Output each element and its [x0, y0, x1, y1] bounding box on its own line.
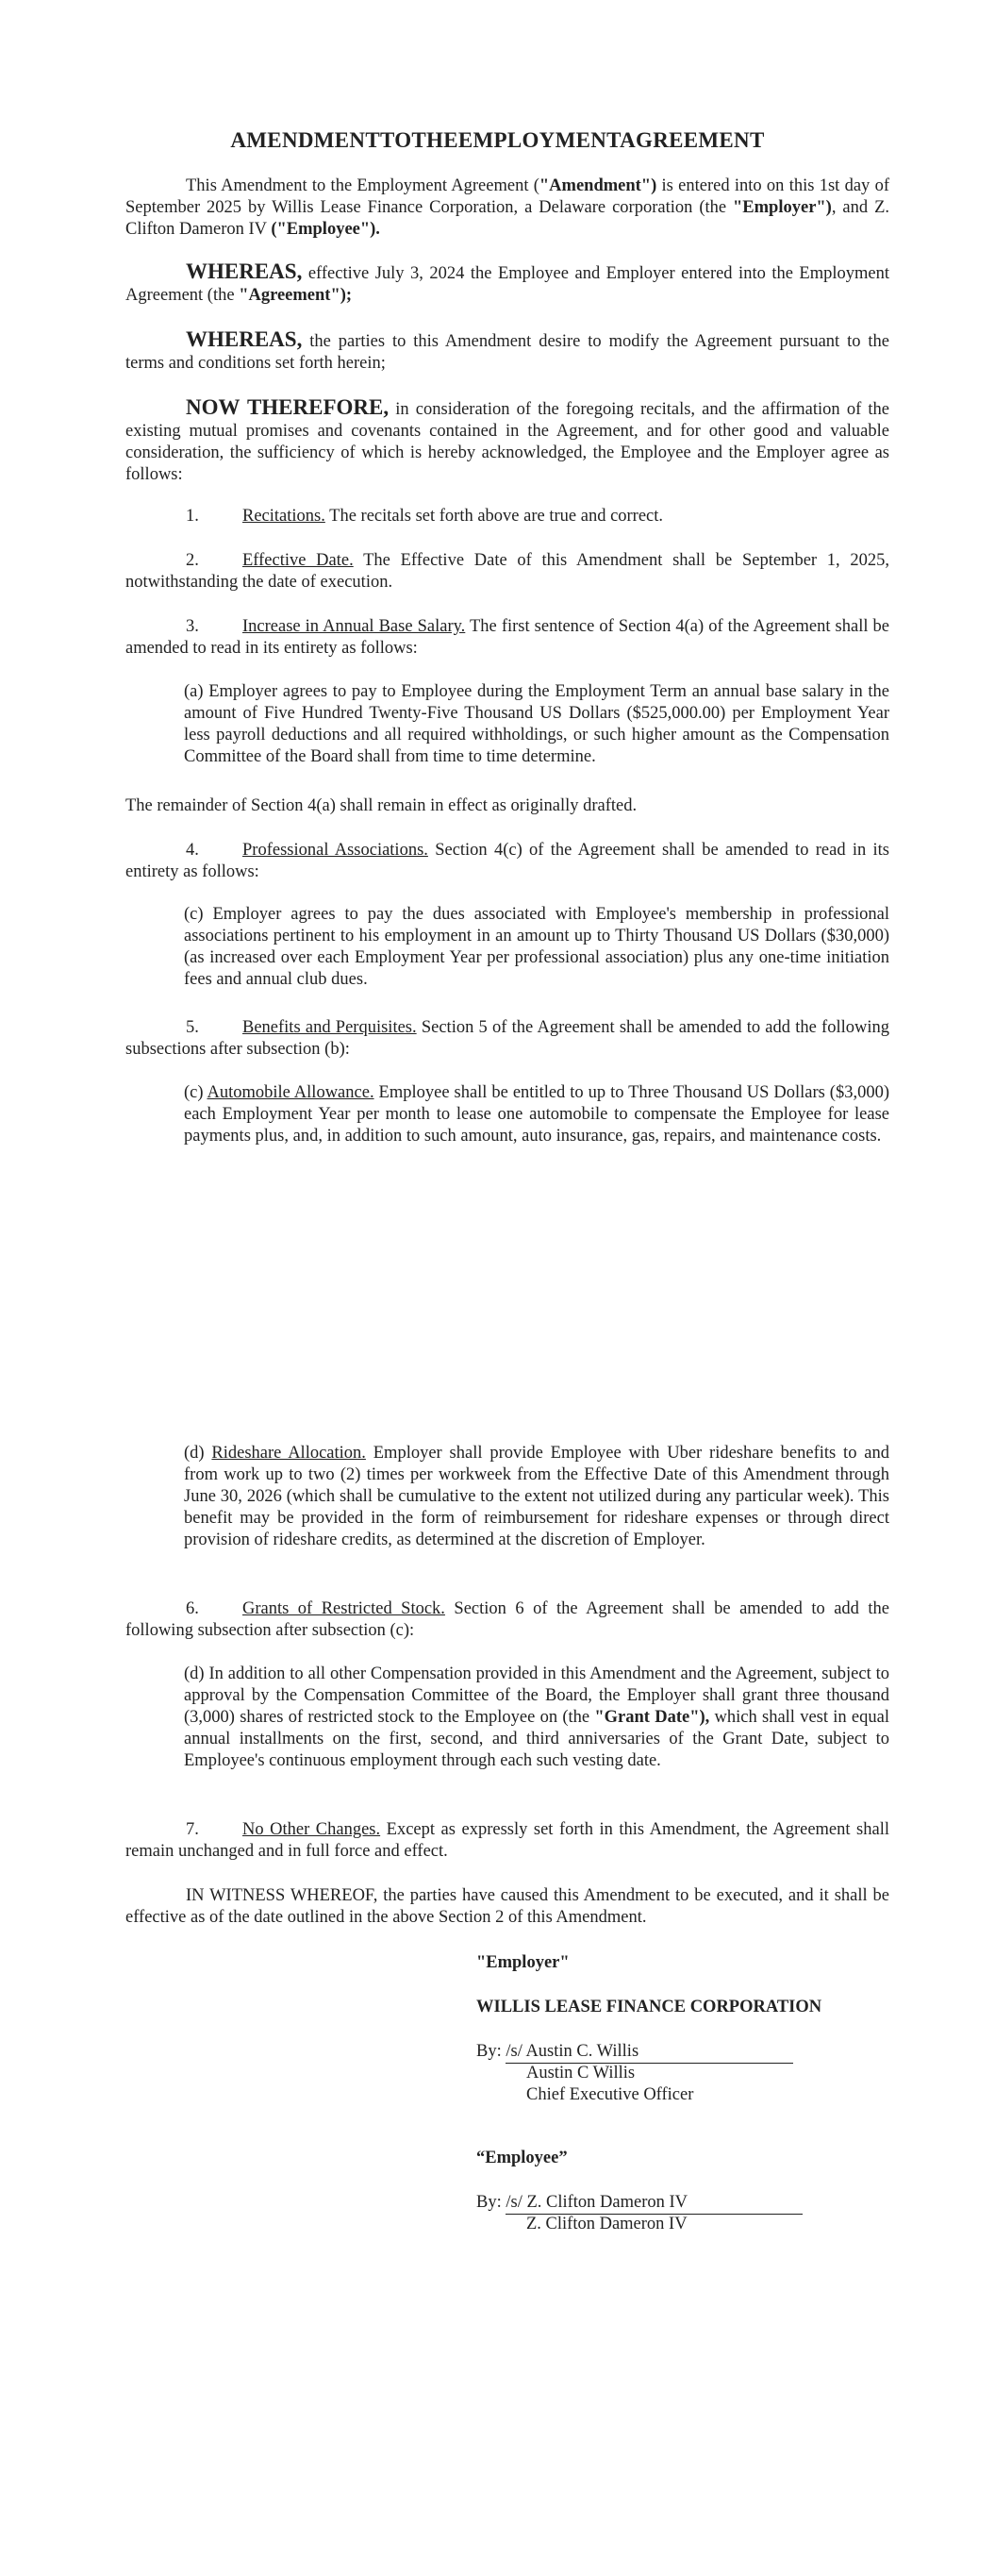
witness-paragraph: IN WITNESS WHEREOF, the parties have caused this Amendment to be executed, and it shall be effective as of the date outlined in the above Section 2 of this Amendment.: [125, 1886, 889, 1927]
section-5-subsection-d-rideshare: (d) Rideshare Allocation. Employer shall provide Employee with Uber rideshare benefits to and from work up to two (2) times per workweek from the Effective Date of this Amendment through June 30, 2026 (which shall be cumulative to the extent not utilized during any particular week). This benefit may be provided in the form of reimbursement for rideshare expenses or through direct provision of rideshare credits, as determined at the discretion of Employer.: [184, 1444, 889, 1549]
section-6-restricted-stock: 6. Grants of Restricted Stock. Section 6 of the Agreement shall be amended to add the following subsection after subsection (c):: [125, 1599, 889, 1640]
section-3-base-salary: 3. Increase in Annual Base Salary. The first sentence of Section 4(a) of the Agreement shall be amended to read in its entirety as follows:: [125, 617, 889, 658]
section-2-effective-date: 2. Effective Date. The Effective Date of this Amendment shall be September 1, 2025, notwithstanding the date of execution.: [125, 551, 889, 592]
section-4-professional-associations: 4. Professional Associations. Section 4(c) of the Agreement shall be amended to read in its entirety as follows:: [125, 841, 889, 881]
employer-signer-name: Austin C Willis: [526, 2064, 636, 2083]
employer-label: "Employer": [476, 1953, 570, 1972]
employer-signer-title: Chief Executive Officer: [526, 2085, 694, 2104]
section-1-recitations: 1. Recitations. The recitals set forth above are true and correct.: [186, 507, 664, 526]
whereas-paragraph-2: WHEREAS, the parties to this Amendment desire to modify the Agreement pursuant to the terms and conditions set forth herein;: [125, 327, 889, 373]
intro-paragraph: This Amendment to the Employment Agreement ("Amendment") is entered into on this 1st day of September 2025 by Willis Lease Finance Corporation, a Delaware corporation (the "Employer"), and Z. Clifton Dameron IV ("Employee").: [125, 176, 890, 239]
section-5-benefits: 5. Benefits and Perquisites. Section 5 of the Agreement shall be amended to add the following subsections after subsection (b):: [125, 1018, 889, 1059]
now-therefore-paragraph: NOW THEREFORE, in consideration of the foregoing recitals, and the affirmation of the existing mutual promises and covenants contained in the Agreement, and for other good and valuable consideration, the sufficiency of which is hereby acknowledged, the Employee and the Employer agree as follows:: [125, 395, 889, 484]
section-6-subsection-d: (d) In addition to all other Compensation provided in this Amendment and the Agreement, subject to approval by the Compensation Committee of the Board, the Employer shall grant three thousand (3,000) shares of restricted stock to the Employee on (the "Grant Date"), which shall vest in equal annual installments on the first, second, and third anniversaries of the Grant Date, subject to Employee's continuous employment through each such vesting date.: [184, 1664, 889, 1770]
employee-signer-name: Z. Clifton Dameron IV: [526, 2215, 688, 2233]
employer-signature-line: By: /s/ Austin C. Willis: [476, 2041, 793, 2064]
document-title: AMENDMENTTOTHEEMPLOYMENTAGREEMENT: [230, 128, 765, 152]
section-3-remainder: The remainder of Section 4(a) shall remain in effect as originally drafted.: [125, 796, 638, 815]
section-4-subsection-c: (c) Employer agrees to pay the dues associated with Employee's membership in professional associations pertinent to his employment in an amount up to Thirty Thousand US Dollars ($30,000) (as increased over each Employment Year per professional association) plus any one-time initiation fees and annual club dues.: [184, 905, 889, 989]
section-5-subsection-c-automobile: (c) Automobile Allowance. Employee shall be entitled to up to Three Thousand US Dollars ($3,000) each Employment Year per month to lease one automobile to compensate the Employee for lease payments plus, and, in addition to such amount, auto insurance, gas, repairs, and maintenance costs.: [184, 1083, 890, 1146]
employer-company-name: WILLIS LEASE FINANCE CORPORATION: [476, 1998, 822, 2016]
section-7-no-other-changes: 7. No Other Changes. Except as expressly set forth in this Amendment, the Agreement shall remain unchanged and in full force and effect.: [125, 1820, 889, 1861]
employee-label: “Employee”: [476, 2149, 568, 2167]
section-3-subsection-a: (a) Employer agrees to pay to Employee during the Employment Term an annual base salary in the amount of Five Hundred Twenty-Five Thousand US Dollars ($525,000.00) per Employment Year less payroll deductions and all required withholdings, or such higher amount as the Compensation Committee of the Board shall from time to time determine.: [184, 682, 889, 766]
employee-signature-line: By: /s/ Z. Clifton Dameron IV: [476, 2192, 803, 2215]
whereas-paragraph-1: WHEREAS, effective July 3, 2024 the Employee and Employer entered into the Employment Agreement (the "Agreement");: [125, 259, 889, 305]
employee-signature: /s/ Z. Clifton Dameron IV: [506, 2192, 803, 2215]
employer-signature: /s/ Austin C. Willis: [506, 2041, 793, 2064]
